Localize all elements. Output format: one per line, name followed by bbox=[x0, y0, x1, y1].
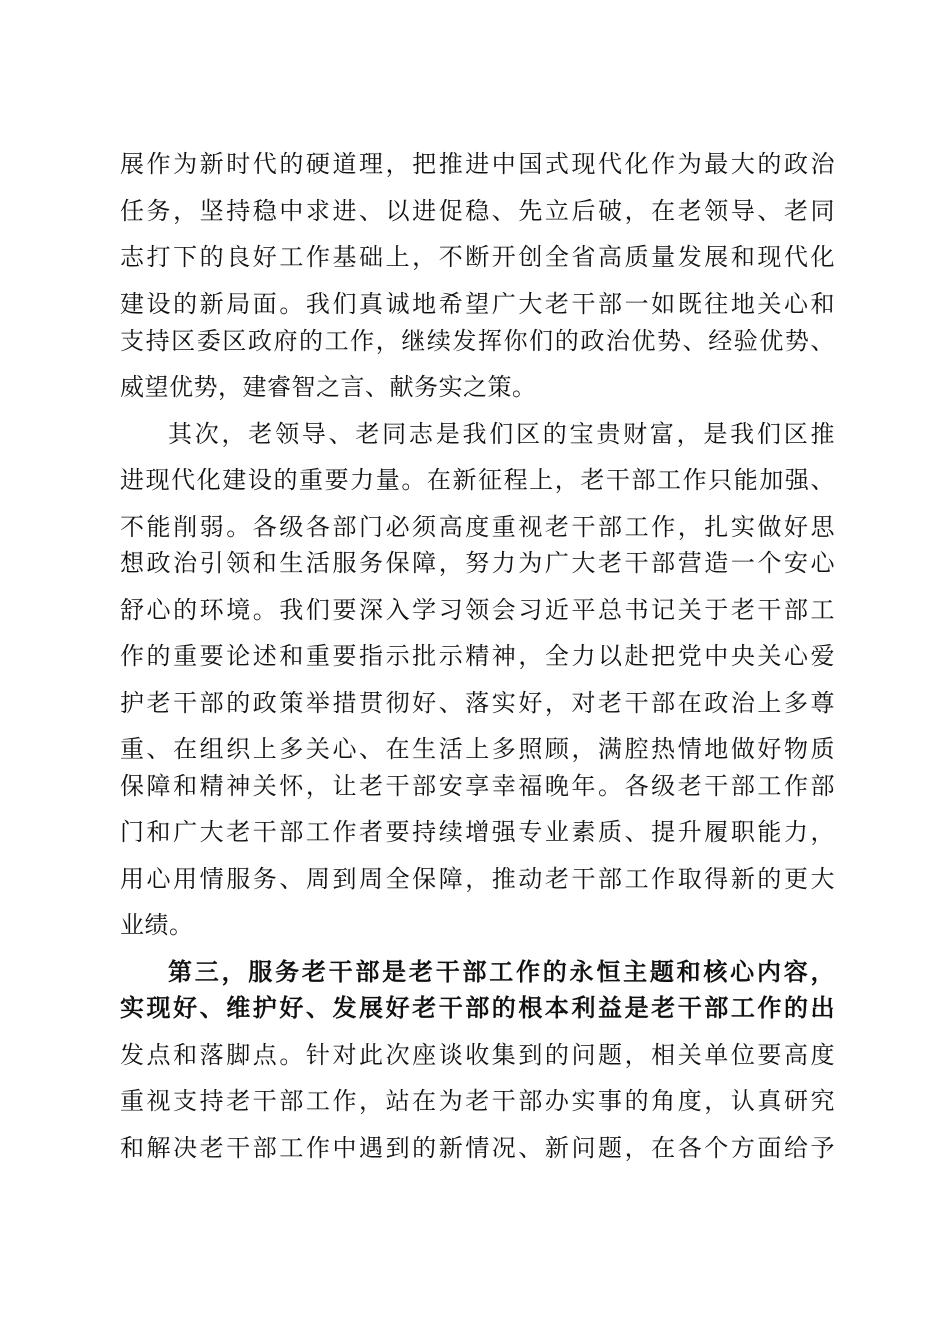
paragraph-2-line-12: 业绩。 bbox=[120, 911, 194, 939]
paragraph-2-line-7: 护老干部的政策举措贯彻好、落实好，对老干部在政治上多尊 bbox=[120, 689, 835, 717]
paragraph-2-line-1: 其次，老领导、老同志是我们区的宝贵财富，是我们区推 bbox=[168, 420, 835, 448]
paragraph-2-line-11: 用心用情服务、周到周全保障，推动老干部工作取得新的更大 bbox=[120, 865, 835, 893]
paragraph-2-line-9: 保障和精神关怀，让老干部安享幸福晚年。各级老干部工作部 bbox=[120, 772, 835, 800]
paragraph-1-line-3: 志打下的良好工作基础上，不断开创全省高质量发展和现代化 bbox=[120, 243, 835, 271]
paragraph-2-line-2: 进现代化建设的重要力量。在新征程上，老干部工作只能加强、 bbox=[120, 466, 835, 494]
paragraph-3-line-3: 发点和落脚点。针对此次座谈收集到的问题，相关单位要高度 bbox=[120, 1041, 835, 1069]
paragraph-2-line-5: 舒心的环境。我们要深入学习领会习近平总书记关于老干部工 bbox=[120, 596, 835, 624]
paragraph-3-line-2: 实现好、维护好、发展好老干部的根本利益是老干部工作的出 bbox=[120, 993, 835, 1022]
paragraph-1-line-5: 支持区委区政府的工作，继续发挥你们的政治优势、经验优势、 bbox=[120, 327, 835, 355]
paragraph-1-line-6: 威望优势，建睿智之言、献务实之策。 bbox=[120, 373, 537, 401]
paragraph-3-line-5: 和解决老干部工作中遇到的新情况、新问题，在各个方面给予 bbox=[120, 1134, 835, 1162]
paragraph-2-line-10: 门和广大老干部工作者要持续增强专业素质、提升履职能力， bbox=[120, 818, 835, 846]
paragraph-2-line-3: 不能削弱。各级各部门必须高度重视老干部工作，扎实做好思 bbox=[120, 513, 835, 541]
paragraph-1-line-4: 建设的新局面。我们真诚地希望广大老干部一如既往地关心和 bbox=[120, 290, 835, 318]
paragraph-3-line-4: 重视支持老干部工作，站在为老干部办实事的角度，认真研究 bbox=[120, 1087, 835, 1115]
paragraph-2-line-4: 想政治引领和生活服务保障，努力为广大老干部营造一个安心 bbox=[120, 549, 835, 577]
paragraph-1-line-2: 任务，坚持稳中求进、以进促稳、先立后破，在老领导、老同 bbox=[120, 197, 835, 225]
paragraph-2-line-8: 重、在组织上多关心、在生活上多照顾，满腔热情地做好物质 bbox=[120, 735, 835, 763]
paragraph-2-line-6: 作的重要论述和重要指示批示精神，全力以赴把党中央关心爱 bbox=[120, 642, 835, 670]
paragraph-3-line-1: 第三，服务老干部是老干部工作的永恒主题和核心内容， bbox=[168, 957, 835, 986]
paragraph-1-line-1: 展作为新时代的硬道理，把推进中国式现代化作为最大的政治 bbox=[120, 150, 835, 178]
